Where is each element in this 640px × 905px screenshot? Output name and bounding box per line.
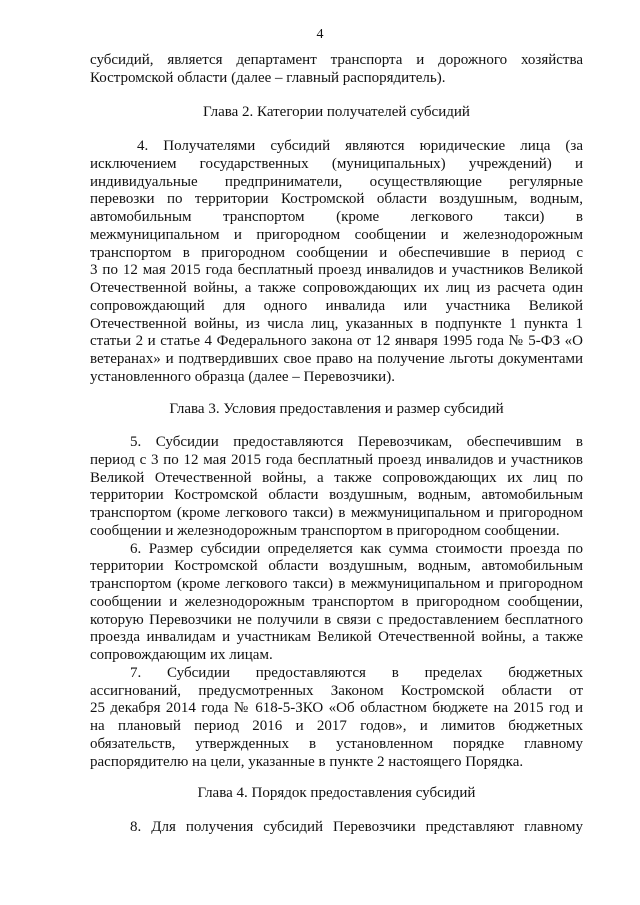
paragraph-line: 6. Размер субсидии определяется как сумма стоимости проезда по (130, 540, 583, 557)
paragraph-line: автомобильным транспортом (кроме легкового такси) в (90, 209, 583, 225)
chapter-heading: Глава 3. Условия предоставления и размер субсидий (169, 401, 504, 417)
chapter-3-heading-block (90, 401, 583, 419)
paragraph-line: проезда инвалидам и участникам Великой Отечественной войны, а также (90, 629, 583, 646)
paragraph-line: 8. Для получения субсидий Перевозчики представляют главному (130, 819, 583, 835)
paragraph-item-6 (90, 541, 583, 665)
paragraph-line: транспортом (кроме легкового такси) в межмуниципальном и пригородном (90, 576, 583, 592)
paragraph-line: статьи 2 и статье 4 Федерального закона от 12 января 1995 года № 5-ФЗ «О (90, 333, 583, 350)
paragraph-item-8 (90, 819, 583, 837)
paragraph-continuation (90, 52, 583, 88)
paragraph-line: которую Перевозчики не получили в связи с предоставлением бесплатного (90, 611, 583, 628)
paragraph-line: сообщении и железнодорожным транспортом в пригородном сообщении, (90, 593, 583, 610)
paragraph-line: Отечественной войны, а также сопровождающих их лиц из расчета один (90, 280, 583, 296)
paragraph-line: перевозки по территории Костромской области воздушным, водным, (90, 191, 583, 208)
paragraph-line: транспортом в пригородном сообщении и обеспечившие в период с (90, 244, 583, 261)
paragraph-line: сообщении и железнодорожным транспортом в пригородном сообщении. (90, 522, 560, 539)
paragraph-item-7 (90, 665, 583, 772)
paragraph-line: территории Костромской области воздушным, водным, автомобильным (90, 558, 583, 575)
paragraph-line: исключением государственных (муниципальных) учреждений) и (90, 155, 583, 172)
chapter-3-body (90, 434, 583, 771)
paragraph-line: Великой Отечественной войны, а также сопровождающих их лиц по (90, 469, 583, 486)
paragraph-item-4 (90, 138, 583, 387)
paragraph-line: транспортом (кроме легкового такси) в межмуниципальном и пригородном (90, 505, 583, 521)
paragraph-line: 25 декабря 2014 года № 618-5-ЗКО «Об областном бюджете на 2015 год и (90, 700, 583, 717)
chapter-4-heading-block (90, 785, 583, 803)
paragraph-line: 5. Субсидии предоставляются Перевозчикам, обеспечившим в (130, 434, 583, 450)
paragraph-item-5 (90, 434, 583, 541)
paragraph-line: Отечественной войны, из числа лиц, указанных в подпункте 1 пункта 1 (90, 315, 583, 332)
paragraph-line: распорядителю на цели, указанные в пункте 2 настоящего Порядка. (90, 753, 524, 770)
paragraph-line: индивидуальные предприниматели, осуществляющие регулярные (90, 173, 583, 190)
paragraph-line: территории Костромской области воздушным, водным, автомобильным (90, 487, 583, 504)
paragraph-line: ветеранах» и подтвердивших свое право на получение льготы документами (90, 351, 583, 367)
paragraph-line: 7. Субсидии предоставляются в пределах бюджетных (130, 664, 583, 681)
paragraph-line: обязательств, утвержденных в установленном порядке главному (90, 735, 583, 752)
paragraph-line: субсидий, является департамент транспорта и дорожного хозяйства (90, 52, 583, 68)
paragraph-line: 4. Получателями субсидий являются юридические лица (за (137, 138, 583, 154)
paragraph-line: 3 по 12 мая 2015 года бесплатный проезд инвалидов и участников Великой (90, 262, 583, 279)
paragraph-line: сопровождающий для одного инвалида или участника Великой (90, 297, 583, 314)
paragraph-line: сопровождающим их лицам. (90, 647, 273, 663)
paragraph-line: на плановый период 2016 и 2017 годов», и лимитов бюджетных (90, 718, 583, 734)
paragraph-line: период с 3 по 12 мая 2015 года бесплатный проезд инвалидов и участников (90, 451, 583, 468)
paragraph-line: Костромской области (далее – главный распорядитель). (90, 69, 446, 86)
page-number: 4 (316, 27, 324, 42)
paragraph-line: межмуниципальном и пригородном сообщении и железнодорожным (90, 226, 583, 243)
chapter-heading: Глава 4. Порядок предоставления субсидий (197, 785, 476, 801)
chapter-2-heading-block (90, 104, 583, 122)
chapter-heading: Глава 2. Категории получателей субсидий (203, 104, 470, 120)
paragraph-line: установленного образца (далее – Перевозчики). (90, 368, 395, 385)
paragraph-line: ассигнований, предусмотренных Законом Костромской области от (90, 682, 583, 699)
